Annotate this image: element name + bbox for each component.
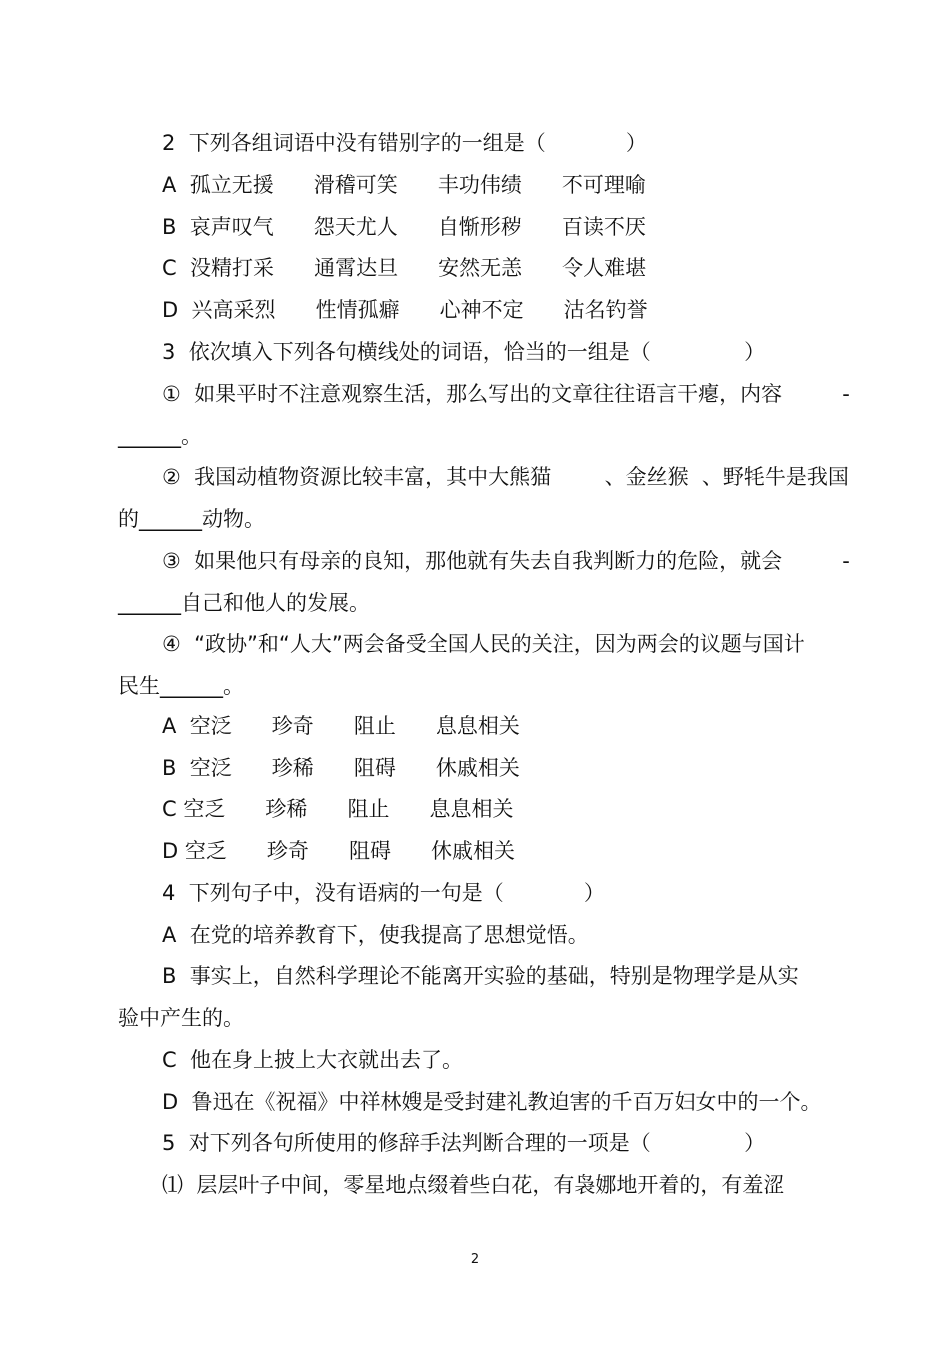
question-2-option-b: B 哀声叹气 怨天尤人 自惭形秽 百读不厌 — [162, 215, 646, 239]
question-3-sentence-3: ③ 如果他只有母亲的良知，那他就有失去自我判断力的危险，就会 - — [162, 549, 850, 573]
question-4-option-d: D 鲁迅在《祝福》中祥林嫂是受封建礼教迫害的千百万妇女中的一个。 — [162, 1090, 822, 1114]
question-3-sentence-1-continued: ______。 — [118, 424, 202, 448]
question-3-option-a: A 空泛 珍奇 阻止 息息相关 — [162, 714, 520, 738]
question-3-sentence-2-continued: 的______动物。 — [118, 507, 265, 531]
question-4-stem: 4 下列句子中，没有语病的一句是（ ） — [162, 881, 605, 905]
question-3-stem: 3 依次填入下列各句横线处的词语，恰当的一组是（ ） — [162, 340, 766, 364]
question-3-option-b: B 空泛 珍稀 阻碍 休戚相关 — [162, 756, 520, 780]
question-3-sentence-4-continued: 民生______。 — [118, 674, 244, 698]
question-2-option-d: D 兴高采烈 性情孤癖 心神不定 沽名钓誉 — [162, 298, 648, 322]
question-5-stem: 5 对下列各句所使用的修辞手法判断合理的一项是（ ） — [162, 1131, 766, 1155]
question-4-option-b: B 事实上，自然科学理论不能离开实验的基础，特别是物理学是从实 — [162, 964, 799, 988]
question-4-option-b-continued: 验中产生的。 — [118, 1006, 244, 1030]
page-number: 2 — [470, 1252, 480, 1267]
question-2-stem: 2 下列各组词语中没有错别字的一组是（ ） — [162, 131, 647, 155]
question-3-sentence-1: ① 如果平时不注意观察生活，那么写出的文章往往语言干瘪，内容 - — [162, 382, 850, 406]
question-2-option-c: C 没精打采 通霄达旦 安然无恙 令人难堪 — [162, 256, 647, 280]
question-3-option-c: C 空乏 珍稀 阻止 息息相关 — [162, 797, 514, 821]
question-5-sentence-1: ⑴ 层层叶子中间，零星地点缀着些白花，有袅娜地开着的，有羞涩 — [162, 1173, 785, 1197]
question-3-sentence-3-continued: ______自己和他人的发展。 — [118, 591, 370, 615]
question-3-sentence-2: ② 我国动植物资源比较丰富，其中大熊猫 、金丝猴 、野牦牛是我国 — [162, 465, 849, 489]
question-4-option-a: A 在党的培养教育下，使我提高了思想觉悟。 — [162, 923, 589, 947]
question-4-option-c: C 他在身上披上大衣就出去了。 — [162, 1048, 464, 1072]
question-3-option-d: D 空乏 珍奇 阻碍 休戚相关 — [162, 839, 516, 863]
question-3-sentence-4: ④ “政协”和“人大”两会备受全国人民的关注，因为两会的议题与国计 — [162, 632, 805, 656]
question-2-option-a: A 孤立无援 滑稽可笑 丰功伟绩 不可理喻 — [162, 173, 646, 197]
